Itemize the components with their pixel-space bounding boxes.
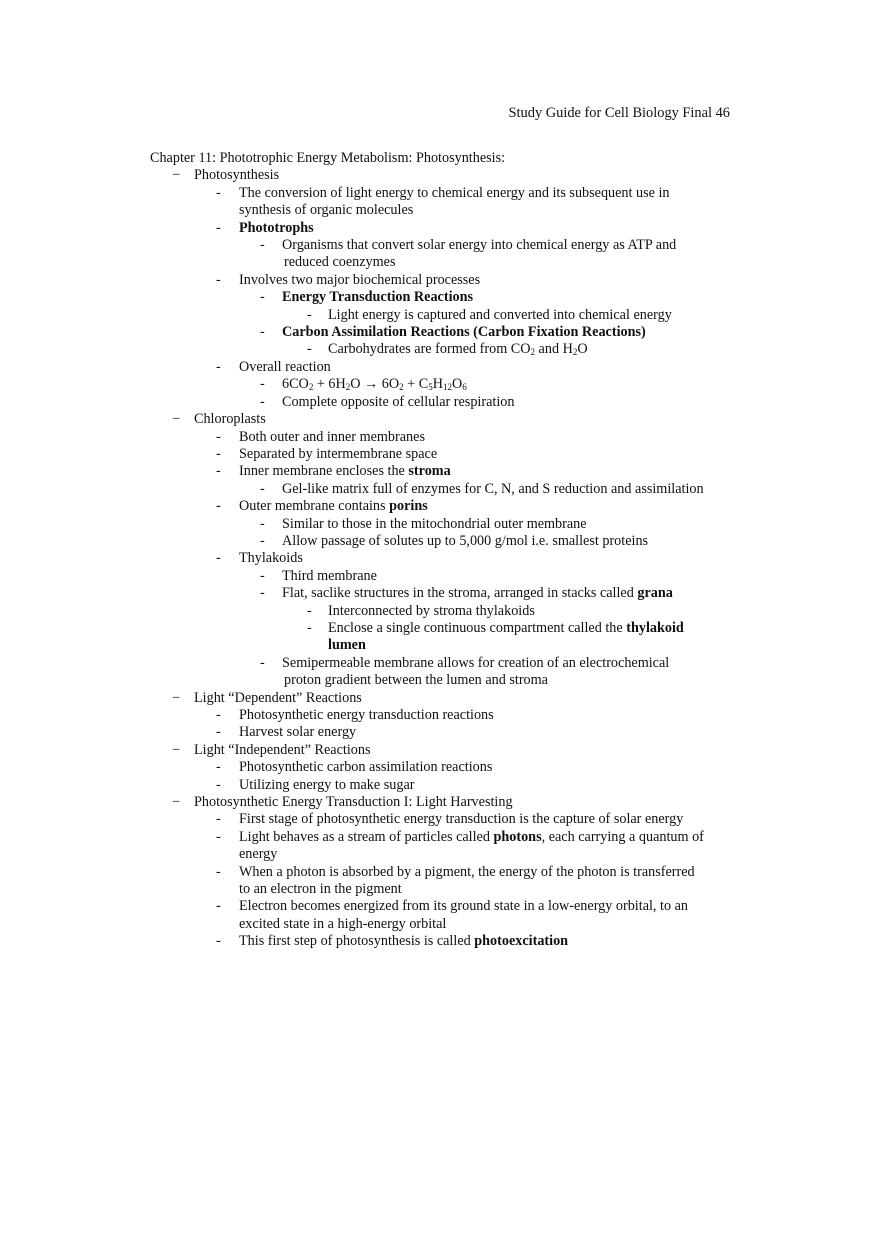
dash-bullet: - bbox=[260, 289, 265, 306]
dash-bullet: - bbox=[216, 759, 221, 776]
outline-item bbox=[150, 777, 740, 794]
outline-item bbox=[150, 411, 740, 428]
dash-bullet: - bbox=[260, 515, 265, 532]
item-text: Involves two major biochemical processes bbox=[239, 271, 481, 288]
outline-item bbox=[150, 898, 740, 915]
term-bold: photoexcitation bbox=[474, 933, 569, 950]
item-text: Light energy is captured and converted into chemical energy bbox=[328, 306, 672, 323]
item-text-continued: to an electron in the pigment bbox=[239, 881, 402, 898]
outline-item bbox=[150, 533, 740, 550]
item-text: When a photon is absorbed by a pigment, the energy of the photon is transferred bbox=[239, 863, 695, 880]
term-bold: Phototrophs bbox=[239, 219, 314, 236]
dash-bullet: - bbox=[216, 707, 221, 723]
term-bold: lumen bbox=[328, 637, 366, 654]
outline-item bbox=[150, 394, 740, 411]
dash-bullet: - bbox=[307, 341, 312, 358]
dash-bullet: - bbox=[216, 550, 221, 567]
outline-item bbox=[150, 603, 740, 620]
item-text: Semipermeable membrane allows for creation of an electrochemical bbox=[282, 654, 670, 671]
item-text: Similar to those in the mitochondrial outer membrane bbox=[282, 515, 587, 532]
item-text: First stage of photosynthetic energy transduction is the capture of solar energy bbox=[239, 811, 684, 828]
outline-item bbox=[150, 289, 740, 306]
outline-item bbox=[150, 359, 740, 376]
term-bold: grana bbox=[637, 585, 673, 602]
section-heading: Light “Independent” Reactions bbox=[194, 741, 371, 758]
dash-bullet: - bbox=[260, 480, 265, 497]
dash-bullet: - bbox=[216, 498, 221, 515]
item-text: Separated by intermembrane space bbox=[239, 445, 438, 462]
dash-bullet: - bbox=[216, 463, 221, 480]
item-text: Carbohydrates are formed from $CO_2$ and $H_2O$ bbox=[328, 341, 588, 358]
dash-bullet: - bbox=[260, 654, 265, 671]
section-heading: Light “Dependent” Reactions bbox=[194, 689, 362, 706]
dash-bullet: - bbox=[260, 567, 265, 584]
outline-item bbox=[150, 481, 740, 498]
section-heading: Chloroplasts bbox=[194, 411, 266, 428]
dash-bullet: - bbox=[216, 271, 221, 288]
item-text: Complete opposite of cellular respiration bbox=[282, 393, 515, 410]
outline-item bbox=[150, 620, 740, 637]
section-heading: Photosynthetic Energy Transduction I: Light Harvesting bbox=[194, 794, 513, 811]
term-bold: Energy Transduction Reactions bbox=[282, 289, 474, 306]
outline-item bbox=[150, 167, 740, 184]
term-bold: Carbon Assimilation Reactions (Carbon Fixation Reactions) bbox=[282, 324, 646, 341]
outline bbox=[150, 150, 740, 951]
outline-item bbox=[150, 272, 740, 289]
dash-bullet: - bbox=[260, 376, 265, 393]
outline-item bbox=[150, 220, 740, 237]
dash-bullet: - bbox=[307, 602, 312, 619]
chapter-title: Chapter 11: Phototrophic Energy Metabolism: Photosynthesis: bbox=[150, 150, 506, 166]
dash-bullet: - bbox=[216, 219, 221, 236]
item-text-continued: proton gradient between the lumen and stroma bbox=[284, 672, 548, 689]
item-text-continued: excited state in a high-energy orbital bbox=[239, 915, 447, 932]
item-text: Gel-like matrix full of enzymes for C, N, and S reduction and assimilation bbox=[282, 480, 704, 497]
outline-item bbox=[150, 429, 740, 446]
dash-bullet: - bbox=[216, 724, 221, 741]
dash-bullet: - bbox=[260, 393, 265, 410]
dash-bullet: - bbox=[216, 358, 221, 375]
item-text: Third membrane bbox=[282, 567, 377, 584]
outline-item bbox=[150, 811, 740, 828]
item-text: The conversion of light energy to chemical energy and its subsequent use in bbox=[239, 184, 670, 201]
outline-item bbox=[150, 516, 740, 533]
outline-item bbox=[150, 864, 740, 881]
dash-bullet: - bbox=[216, 828, 221, 845]
item-text-continued bbox=[328, 637, 740, 654]
item-text: Harvest solar energy bbox=[239, 724, 357, 741]
outline-item bbox=[150, 655, 740, 672]
item-text: Both outer and inner membranes bbox=[239, 428, 425, 445]
outline-item bbox=[150, 794, 740, 811]
dash-bullet: - bbox=[216, 428, 221, 445]
dash-bullet: - bbox=[216, 933, 221, 950]
item-text: Enclose a single continuous compartment called the thylakoid bbox=[328, 619, 684, 636]
outline-item bbox=[150, 550, 740, 567]
outline-item bbox=[150, 376, 740, 393]
dash-bullet: - bbox=[216, 863, 221, 880]
outline-item bbox=[150, 829, 740, 846]
dash-bullet: − bbox=[172, 689, 181, 706]
item-text-continued: energy bbox=[239, 846, 278, 863]
item-text-continued: reduced coenzymes bbox=[284, 254, 396, 271]
dash-bullet: - bbox=[216, 184, 221, 201]
dash-bullet: - bbox=[216, 811, 221, 828]
term-bold: thylakoid bbox=[626, 619, 684, 636]
item-text: Photosynthetic energy transduction reactions bbox=[239, 707, 494, 723]
outline-item bbox=[150, 742, 740, 759]
outline-item bbox=[150, 690, 740, 707]
item-text: Electron becomes energized from its ground state in a low-energy orbital, to an bbox=[239, 898, 688, 915]
item-text: Allow passage of solutes up to 5,000 g/mol i.e. smallest proteins bbox=[282, 532, 649, 549]
outline-item bbox=[150, 446, 740, 463]
dash-bullet: - bbox=[216, 776, 221, 793]
dash-bullet: - bbox=[260, 324, 265, 341]
outline-item bbox=[150, 463, 740, 480]
outline-item bbox=[150, 341, 740, 358]
outline-item bbox=[150, 933, 740, 950]
outline-item bbox=[150, 724, 740, 741]
page-header: Study Guide for Cell Biology Final 46 bbox=[508, 105, 730, 121]
dash-bullet: − bbox=[172, 794, 181, 811]
outline-item bbox=[150, 307, 740, 324]
dash-bullet: − bbox=[172, 411, 181, 428]
section-heading: Photosynthesis bbox=[194, 167, 280, 184]
dash-bullet: - bbox=[216, 445, 221, 462]
chemical-equation: $6CO_2 + 6H_2O \to 6O_2 + C_5H_{12}O_6$ bbox=[282, 376, 467, 393]
item-text: Flat, saclike structures in the stroma, arranged in stacks called grana bbox=[282, 585, 673, 602]
item-text: Light behaves as a stream of particles called photons, each carrying a quantum of bbox=[239, 828, 704, 845]
outline-item bbox=[150, 237, 740, 254]
outline-item bbox=[150, 759, 740, 776]
item-text: This first step of photosynthesis is called photoexcitation bbox=[239, 933, 569, 950]
term-bold: photons bbox=[493, 828, 542, 845]
item-text-continued: synthesis of organic molecules bbox=[239, 202, 414, 219]
item-text: Outer membrane contains porins bbox=[239, 498, 428, 515]
outline-item bbox=[150, 585, 740, 602]
outline-item bbox=[150, 568, 740, 585]
item-text: Inner membrane encloses the stroma bbox=[239, 463, 451, 480]
dash-bullet: - bbox=[260, 532, 265, 549]
outline-item bbox=[150, 185, 740, 202]
item-text: Utilizing energy to make sugar bbox=[239, 776, 415, 793]
dash-bullet: - bbox=[260, 237, 265, 254]
item-text: Interconnected by stroma thylakoids bbox=[328, 602, 535, 619]
item-text: Thylakoids bbox=[239, 550, 303, 567]
item-text: Photosynthetic carbon assimilation reactions bbox=[239, 759, 493, 776]
outline-item bbox=[150, 498, 740, 515]
dash-bullet: - bbox=[307, 306, 312, 323]
outline-item bbox=[150, 324, 740, 341]
term-bold: stroma bbox=[408, 463, 451, 480]
dash-bullet: − bbox=[172, 167, 181, 184]
dash-bullet: - bbox=[216, 898, 221, 915]
dash-bullet: − bbox=[172, 741, 181, 758]
item-text: Overall reaction bbox=[239, 358, 331, 375]
dash-bullet: - bbox=[260, 585, 265, 602]
outline-item bbox=[150, 707, 740, 724]
dash-bullet: - bbox=[307, 619, 312, 636]
term-bold: porins bbox=[389, 498, 428, 515]
item-text: Organisms that convert solar energy into chemical energy as ATP and bbox=[282, 237, 677, 254]
